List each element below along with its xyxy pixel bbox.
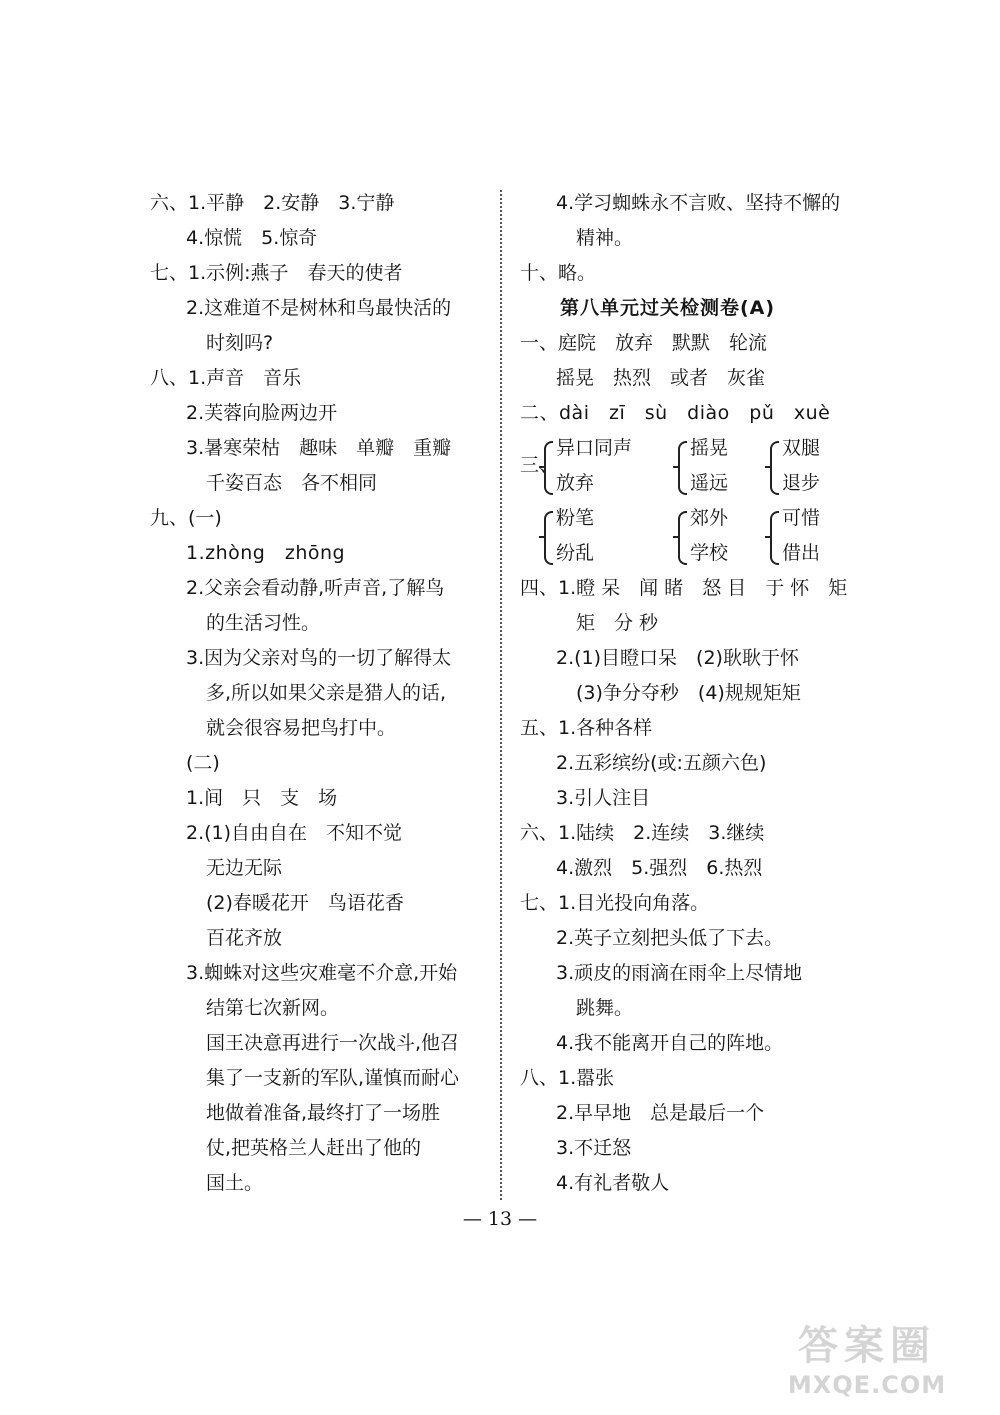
answer-line: 八、1.嚣张 (520, 1067, 615, 1089)
word: 学校 (690, 542, 729, 564)
answer-line: 地做着准备,最终打了一场胜 (206, 1102, 441, 1124)
word: 摇晃 (690, 437, 729, 459)
answer-line: 国土。 (206, 1172, 264, 1194)
answer-line: 六、1.平静 2.安静 3.宁静 (150, 192, 395, 214)
answer-line: 3.因为父亲对鸟的一切了解得太 (186, 647, 452, 669)
word: 郊外 (690, 507, 729, 529)
answer-line: 2.父亲会看动静,听声音,了解鸟 (186, 577, 445, 599)
left-column (150, 186, 490, 1201)
answer-line: 4.惊慌 5.惊奇 (186, 227, 318, 249)
answer-line: 2.早早地 总是最后一个 (556, 1102, 765, 1124)
answer-line: 2.五彩缤纷(或:五颜六色) (556, 752, 767, 774)
answer-line: 4.学习蜘蛛永不言败、坚持不懈的 (556, 192, 841, 214)
brace-icon (770, 441, 779, 495)
answer-line: 八、1.声音 音乐 (150, 367, 302, 389)
answer-line: 2.(1)自由自在 不知不觉 (186, 822, 403, 844)
answer-line: 3.蜘蛛对这些灾难毫不介意,开始 (186, 962, 458, 984)
answer-line: 多,所以如果父亲是猎人的话, (206, 682, 447, 704)
word: 异口同声 (556, 437, 633, 459)
brace-icon (544, 511, 553, 565)
right-column (520, 186, 860, 1201)
answer-line: 十、略。 (520, 262, 597, 284)
page-number: — 13 — (462, 1208, 538, 1230)
answer-line: 五、1.各种各样 (520, 717, 653, 739)
answer-line: 就会很容易把鸟打中。 (206, 717, 397, 739)
answer-line: 矩 分 秒 (576, 612, 659, 634)
word: 纷乱 (556, 542, 595, 564)
answer-line: 1.间 只 支 场 (186, 787, 338, 809)
answer-line: 无边无际 (206, 857, 283, 879)
answer-line: 2.(1)目瞪口呆 (2)耿耿于怀 (556, 647, 799, 669)
answer-line: 3.不迁怒 (556, 1137, 632, 1159)
answer-line: 4.我不能离开自己的阵地。 (556, 1032, 784, 1054)
word: 双腿 (782, 437, 821, 459)
word: 退步 (782, 472, 821, 494)
answer-line: 集了一支新的军队,谨慎而耐心 (206, 1067, 460, 1089)
answer-line: 2.英子立刻把头低了下去。 (556, 927, 784, 949)
answer-line: 四、1.瞪 呆 闻 睹 怒 目 于 怀 矩 (520, 577, 848, 599)
column-divider (500, 190, 502, 1200)
watermark-logo (752, 1322, 982, 1402)
answer-line: 七、1.示例:燕子 春天的使者 (150, 262, 403, 284)
answer-line: 1.zhòng zhōng (186, 542, 346, 564)
answer-line: (二) (186, 752, 220, 774)
answer-line: 时刻吗? (206, 332, 274, 354)
brace-icon (678, 441, 687, 495)
answer-line: 摇晃 热烈 或者 灰雀 (556, 367, 766, 389)
word: 可惜 (782, 507, 821, 529)
word: 放弃 (556, 472, 595, 494)
answer-line: 4.有礼者敬人 (556, 1172, 670, 1194)
answer-line: 七、1.目光投向角落。 (520, 892, 710, 914)
answer-line: 2.这难道不是树林和鸟最快活的 (186, 297, 452, 319)
word-group-row (520, 431, 860, 501)
answer-line: 一、庭院 放弃 默默 轮流 (520, 332, 768, 354)
answer-line: (2)春暖花开 鸟语花香 (206, 892, 404, 914)
question-label: 三、 (520, 454, 559, 476)
brace-icon (544, 441, 553, 495)
brace-icon (770, 511, 779, 565)
answer-line: 2.芙蓉向脸两边开 (186, 402, 338, 424)
answer-line: 千姿百态 各不相同 (206, 472, 378, 494)
answer-line: 九、(一) (150, 507, 222, 529)
answer-line: 3.顽皮的雨滴在雨伞上尽情地 (556, 962, 803, 984)
answer-line: 3.暑寒荣枯 趣味 单瓣 重瓣 (186, 437, 452, 459)
section-title: 第八单元过关检测卷(A) (560, 297, 776, 319)
word: 粉笔 (556, 507, 595, 529)
answer-line: 跳舞。 (576, 997, 634, 1019)
answer-line: 仗,把英格兰人赶出了他的 (206, 1137, 422, 1159)
answer-line: 3.引人注目 (556, 787, 651, 809)
answer-line: (3)争分夺秒 (4)规规矩矩 (576, 682, 801, 704)
answer-line: 精神。 (576, 227, 634, 249)
answer-line: 百花齐放 (206, 927, 283, 949)
word: 借出 (782, 542, 821, 564)
answer-line: 的生活习性。 (206, 612, 321, 634)
word-group-row (520, 501, 860, 571)
answer-line: 六、1.陆续 2.连续 3.继续 (520, 822, 765, 844)
brace-icon (678, 511, 687, 565)
answer-line: 结第七次新网。 (206, 997, 340, 1019)
watermark-url: MXQE.COM (787, 1371, 947, 1399)
answer-line: 国王决意再进行一次战斗,他召 (206, 1032, 460, 1054)
answer-line: 4.激烈 5.强烈 6.热烈 (556, 857, 763, 879)
word: 遥远 (690, 472, 729, 494)
watermark-text: 答案圈 (798, 1323, 936, 1369)
answer-line: 二、dài zī sù diào pǔ xuè (520, 402, 831, 424)
